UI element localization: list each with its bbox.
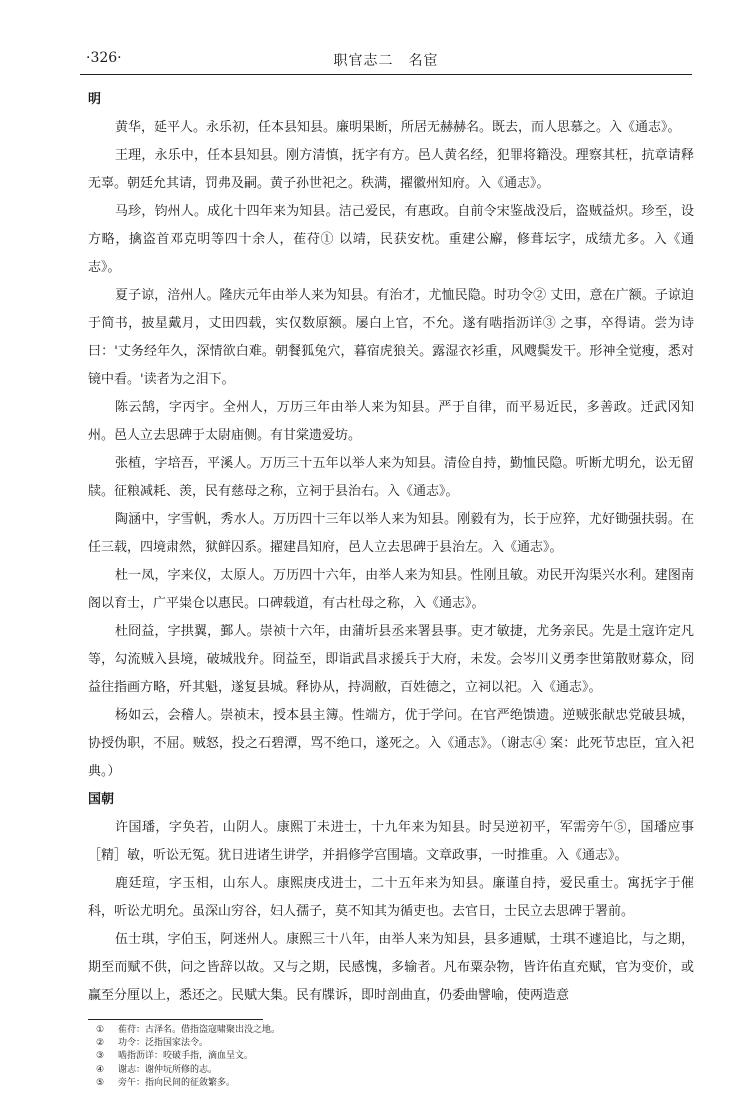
footnote-3: [96, 1050, 690, 1063]
footnote-4: [96, 1064, 690, 1077]
paragraph-wu-shiqi: 伍士琪，字伯玉，阿迷州人。康熙三十八年，由举人来为知县，县多逋赋，士琪不遽追比，与之期，期至而赋不供，问之皆辞以故。又与之期，民感愧，多输者。凡布粟杂物，皆许佑直充赋，官为变价，或赢至分厘以上，悉还之。民赋大集。民有牒诉，即时剖曲直，仍委曲譬喻，使两造意: [88, 932, 694, 1003]
footnote-text: 功令：泛指国家法令。: [118, 1038, 209, 1049]
paragraph-yang-ruyun: 杨如云，会稽人。崇祯末，授本县主簿。性端方，优于学问。在官严绝馈遗。逆贼张献忠党破县城，协授伪职，不屈。贼怒，投之石碧潭，骂不绝口，遂死之。入《通志》。（谢志④ 案：此死节忠臣，宜入祀典。）: [88, 708, 694, 779]
page-header: [80, 50, 692, 74]
section-guochao: [88, 786, 694, 1010]
section-heading: 国朝: [88, 792, 115, 807]
paragraph-xia-ziliang: 夏子谅，涪州人。隆庆元年由举人来为知县。有治才，尤恤民隐。时功令② 丈田，意在广额。子谅迫于简书，披星戴月，丈田四载，实仅数原额。屡白上官，不允。遂有啮指沥详③ 之事，卒得请。尝为诗曰：'丈务经年久，深情欲白难。朝餐狐兔穴，暮宿虎狼关。露湿衣衫重，风飕鬓发干。形神全觉瘦，悉对镜中看。'读者为之泪下。: [88, 288, 694, 387]
footnote-text: 谢志：谢仲坃所修的志。: [118, 1064, 218, 1075]
footnote-text: 萑苻：古泽名。借指盗寇啸聚出没之地。: [118, 1025, 281, 1035]
footnote-mark: ⑤: [96, 1077, 105, 1088]
running-title: 职官志二 名宦: [333, 53, 439, 69]
footnote-1: [96, 1024, 690, 1037]
header-rule: [80, 74, 692, 75]
paragraph-du-jiongyi: 杜冏益，字拱翼，鄞人。崇祯十六年，由蒲圻县丞来署县事。吏才敏捷，尤务亲民。先是土寇许定凡等，勾流贼入县境，破城戕弁。冏益至，即诣武昌求援兵于大府，未发。会岑川义勇李世第散财募众，冏益往指画方略，歼其魁，遂复县城。释协从，持凋敝，百姓德之，立祠以祀。入《通志》。: [88, 624, 694, 695]
section-ming: [88, 86, 694, 786]
footnote-2: [96, 1037, 690, 1050]
footnote-text: 啮指沥详：咬破手指，滴血呈文。: [118, 1051, 254, 1062]
footnote-5: [96, 1077, 690, 1090]
footnotes: [96, 1024, 690, 1090]
paragraph-zhang-zhi: 张植，字培吾，平溪人。万历三十五年以举人来为知县。清俭自持，勤恤民隐。听断尤明允，讼无留牍。征粮减耗、羡，民有慈母之称，立祠于县治右。入《通志》。: [88, 456, 694, 499]
paragraph-lu-tingxuan: 鹿廷瑄，字玉相，山东人。康熙庚戌进士，二十五年来为知县。廉谨自持，爱民重士。寓抚字于催科，听讼尤明允。虽深山穷谷，妇人孺子，莫不知其为循吏也。去官日，士民立去思碑于署前。: [88, 876, 694, 919]
section-heading: 明: [88, 92, 102, 107]
paragraph-tao-hanzhong: 陶涵中，字雪帆，秀水人。万历四十三年以举人来为知县。刚毅有为，长于应猝，尤好锄强扶弱。在任三载，四境肃然，狱鲜囚系。擢建昌知府，邑人立去思碑于县治左。入《通志》。: [88, 512, 694, 555]
footnote-text: 旁午：指向民间的征敛繁多。: [118, 1077, 236, 1088]
paragraph-chen-yunhu: 陈云鹄，字丙宇。全州人，万历三年由举人来为知县。严于自律，而平易近民，多善政。迁武冈知州。邑人立去思碑于太尉庙侧。有甘棠遗爱坊。: [88, 400, 694, 443]
footnote-mark: ②: [96, 1038, 105, 1049]
paragraph-ma-zhen: 马珍，钧州人。成化十四年来为知县。洁己爱民，有惠政。自前令宋鉴战没后，盗贼益炽。珍至，设方略，擒盗首邓克明等四十余人，萑苻① 以靖，民获安枕。重建公廨，修葺坛字，成绩尤多。入《通志》。: [88, 204, 694, 275]
paragraph-huang-hua: 黄华，延平人。永乐初，任本县知县。廉明果断，所居无赫赫名。既去，而人思慕之。入《通志》。: [115, 120, 681, 135]
paragraph-wang-li: 王理，永乐中，任本县知县。刚方清慎，抚字有方。邑人黄名经，犯罪将籍没。理察其枉，抗章请释无辜。朝廷允其请，罚弗及嗣。黄子孙世祀之。秩满，擢徽州知府。入《通志》。: [88, 148, 694, 191]
main-text: [88, 86, 694, 1010]
footnote-mark: ④: [96, 1064, 105, 1075]
footnote-mark: ③: [96, 1051, 105, 1062]
footnote-rule: [88, 1019, 263, 1020]
paragraph-du-yifeng: 杜一凤，字来仪，太原人。万历四十六年，由举人来为知县。性刚且敏。劝民开沟渠兴水利。建图南阁以育士，广平粜仓以惠民。口碑载道，有古杜母之称，入《通志》。: [88, 568, 694, 611]
footnote-mark: ①: [96, 1025, 105, 1035]
page-number: ·326·: [86, 50, 122, 66]
paragraph-xu-guofan: 许国璠，字奂若，山阴人。康熙丁未进士，十九年来为知县。时吴逆初平，军需旁午⑤，国璠应事［精］敏，听讼无冤。犹日进诸生讲学，并捐修学宫围墙。文章政事，一时推重。入《通志》。: [88, 820, 694, 863]
